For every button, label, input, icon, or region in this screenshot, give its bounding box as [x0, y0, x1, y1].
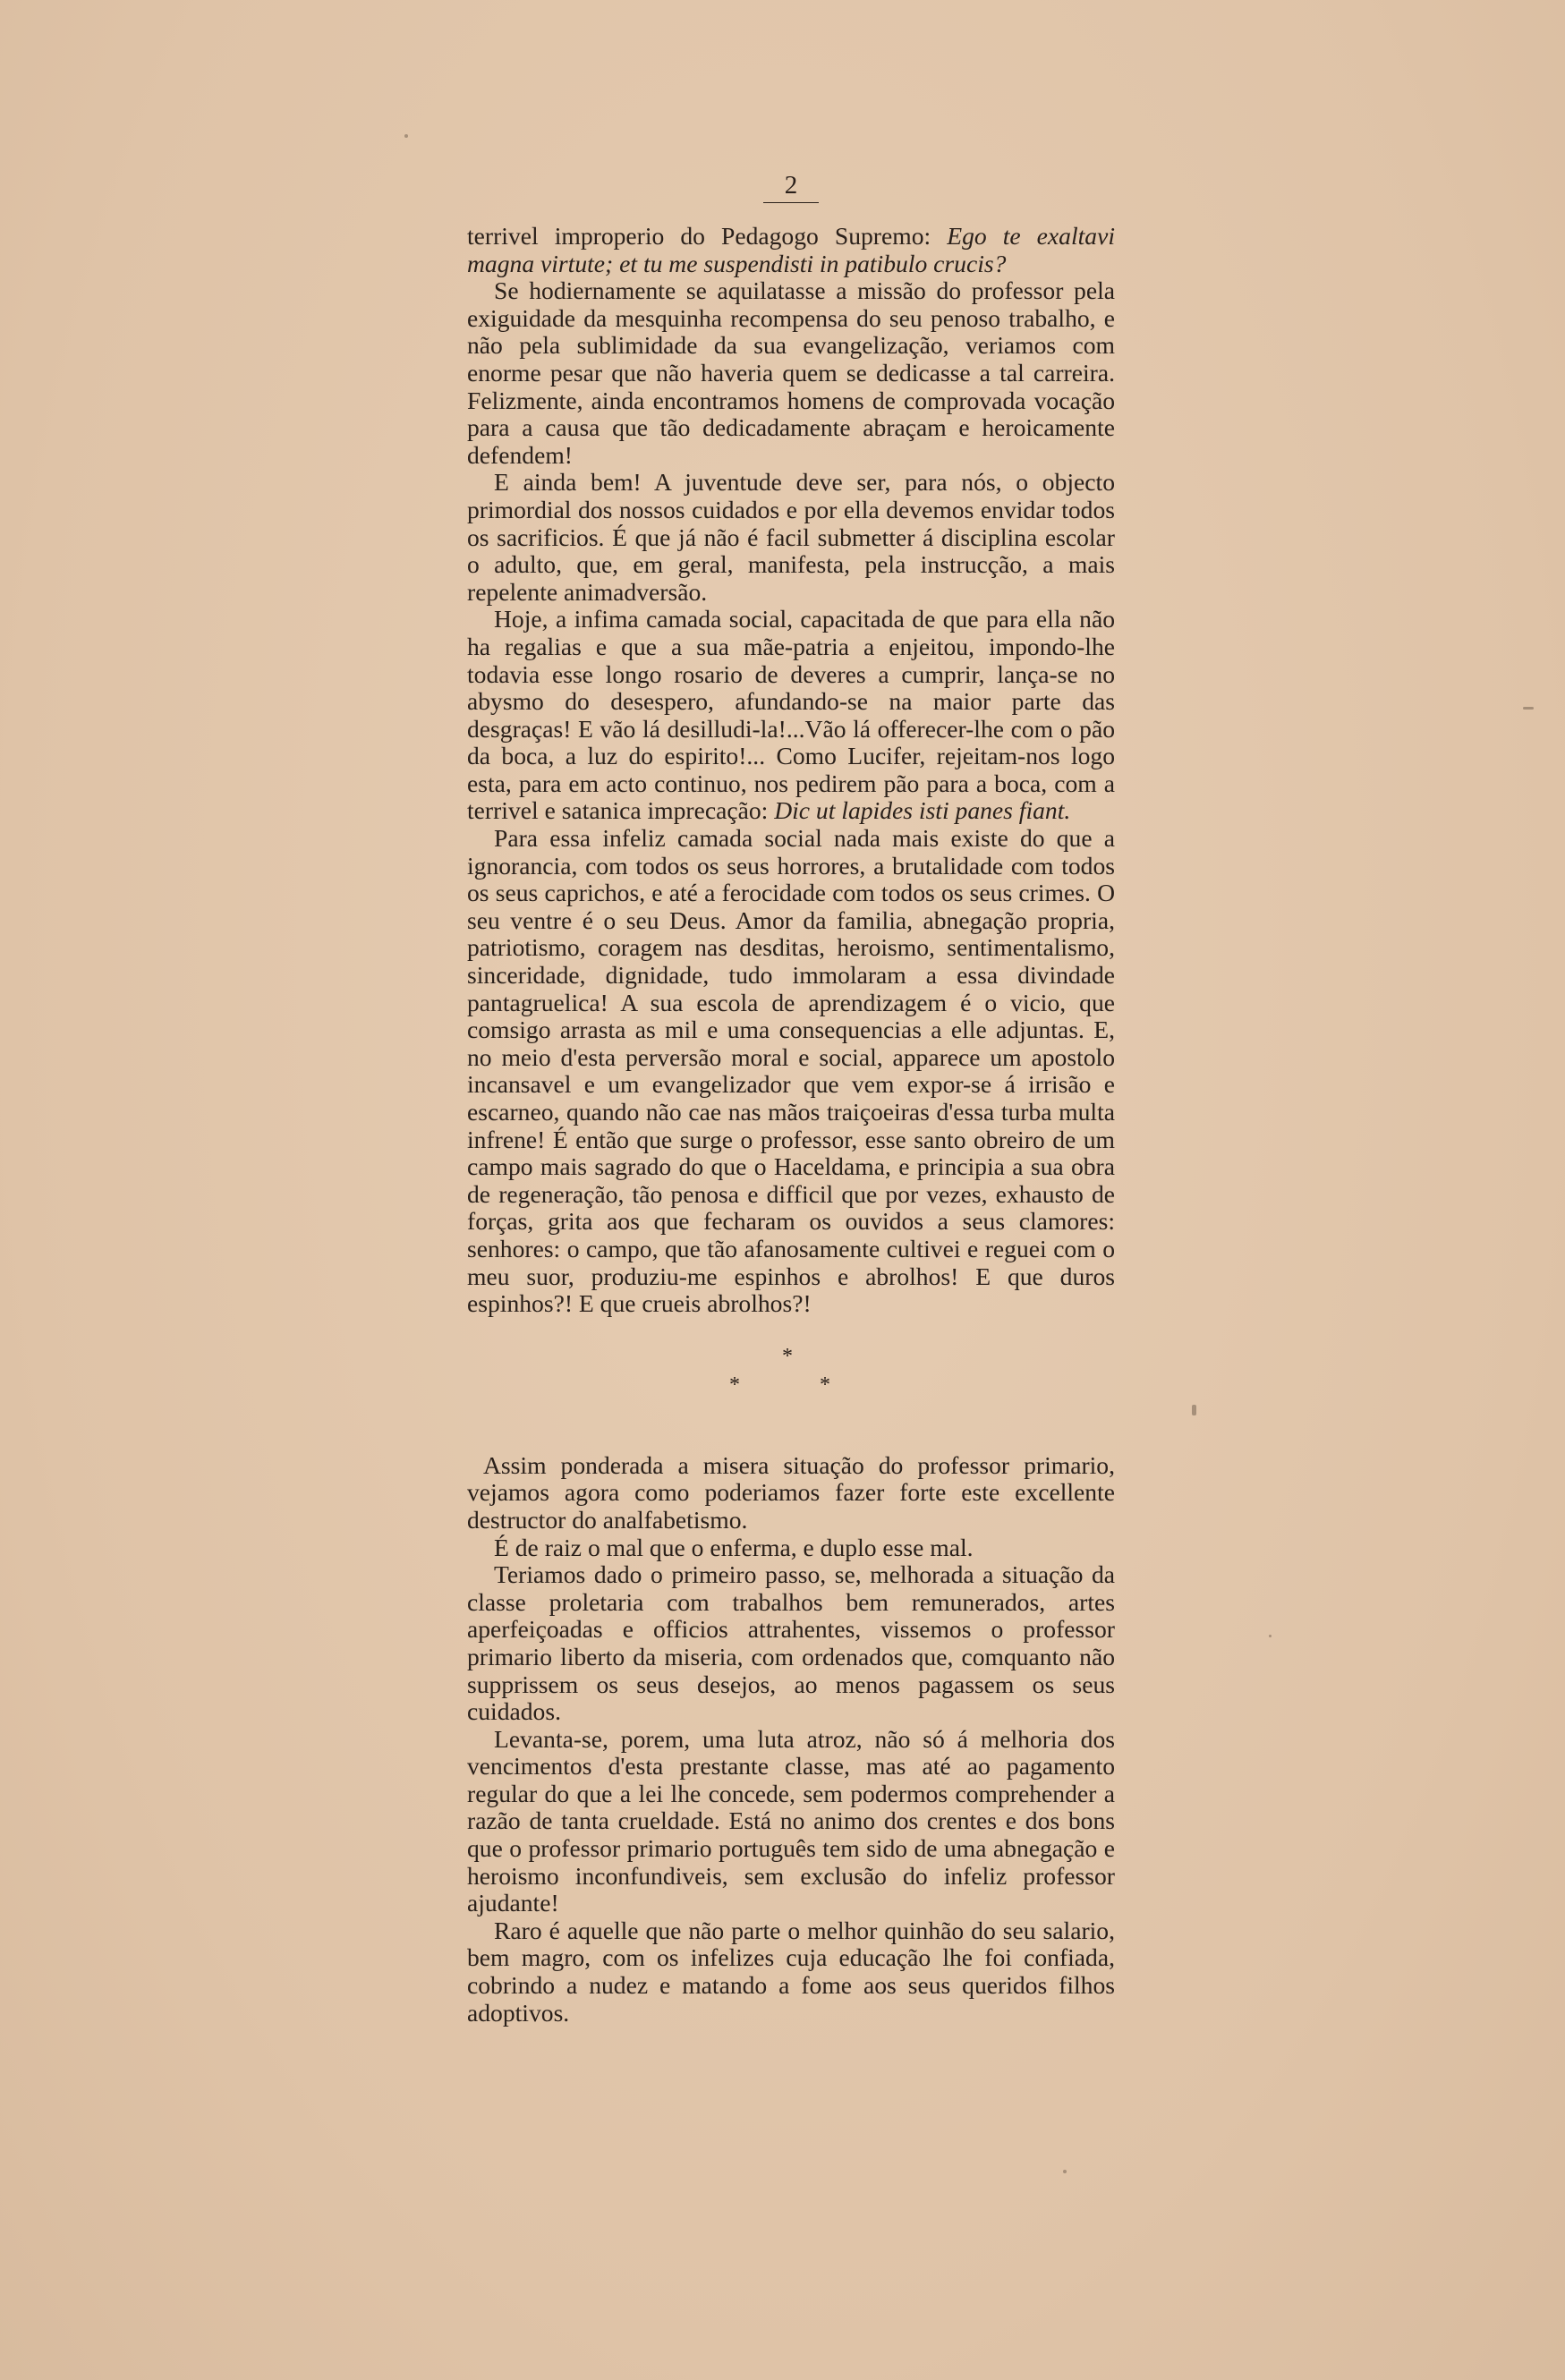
paper-speck: [1063, 2170, 1067, 2173]
page-number: 2: [784, 171, 798, 200]
page-number-rule: [763, 202, 819, 203]
paragraph: Levanta-se, porem, uma luta atroz, não só á melhoria dos vencimentos d'esta prestante classe, mas até ao pagamento regular do que a lei lhe concede, sem podermos comprehender a razão de tanta crueldade. Está no animo dos crentes e dos bons que o professor primario português tem sido de uma abnegação e heroismo inconfundiveis, sem exclusão do infeliz professor ajudante!: [467, 1724, 1115, 1917]
paragraph-text: Para essa infeliz camada social nada mais existe do que a ignorancia, com todos os seus horrores, a brutalidade com todos os seus caprichos, e até a ferocidade com todos os seus crimes. O seu ventre é o seu Deus. Amor da familia, abnegação propria, patriotismo, coragem nas desditas, heroismo, sentimentalismo, sinceridade, dignidade, tudo immolaram a essa divindade pantagruelica! A sua escola de aprendizagem é o vicio, que comsigo arrasta as mil e uma consequencias a elle adjuntas. E, no meio d'esta perversão moral e social, apparece um apostolo incansavel e um evangelizador que vem expor-se á irrisão e escarneo, quando não cae nas mãos traiçoeiras d'essa turba multa infrene! É então que surge o professor, esse santo obreiro de um campo mais sagrado do que o Haceldama, e principia a sua obra de regeneração, tão penosa e difficil que por vezes, exhausto de forças, grita aos que fecharam os ouvidos a seus clamores: senhores: o campo, que tão afanosamente cultivei e reguei com o meu suor, produziu-me espinhos e abrolhos! E que duros espinhos?! E que crueis abrolhos?!: [467, 824, 1115, 1318]
paragraph: [467, 825, 1115, 1318]
section-one: [467, 223, 1115, 1318]
paragraph: [467, 469, 1115, 606]
latin-quote: Dic ut lapides isti panes fiant.: [774, 796, 1071, 825]
paragraph-text: E ainda bem! A juventude deve ser, para nós, o objecto primordial dos nossos cuidados e por ella devemos envidar todos os sacrificios. É que já não é facil submetter á disciplina escolar o adulto, que, em geral, manifesta, pela instrucção, a mais repelente animadversão.: [467, 468, 1115, 606]
paper-speck: [1269, 1635, 1272, 1637]
paragraph: [467, 606, 1115, 825]
latin-quote: Ego te exaltavi magna virtute; et tu me suspendisti in patibulo crucis?: [467, 222, 1115, 277]
asterisk-left: *: [729, 1373, 740, 1397]
asterisk-top: *: [782, 1344, 793, 1368]
paragraph: [467, 277, 1115, 469]
paragraph: É de raiz o mal que o enferma, e duplo esse mal.: [494, 1533, 974, 1561]
paragraph-text: terrivel improperio do Pedagogo Supremo:: [467, 222, 948, 250]
paper-speck: [404, 134, 408, 138]
paragraph-text: Hoje, a infima camada social, capacitada de que para ella não ha regalias e que a sua mãe-patria a enjeitou, impondo-lhe todavia esse longo rosario de deveres a cumprir, lança-se no abysmo do desespero, afundando-se na maior parte das desgraças! E vão lá desilludi-la!...Vão lá offerecer-lhe com o pão da boca, a luz do espirito!... Como Lucifer, rejeitam-nos logo esta, para em acto continuo, nos pedirem pão para a boca, com a terrivel e satanica imprecação:: [467, 605, 1115, 825]
paragraph: [467, 223, 1115, 277]
document-page: [467, 170, 1115, 2027]
asterisk-right: *: [820, 1373, 830, 1397]
section-separator: [467, 1318, 1115, 1452]
paper-speck: [1192, 1405, 1196, 1415]
section-two: [467, 1452, 1115, 2027]
paragraph-text: Se hodiernamente se aquilatasse a missão do professor pela exiguidade da mesquinha recompensa do seu penoso trabalho, e não pela sublimidade da sua evangelização, veriamos com enorme pesar que não haveria quem se dedicasse a tal carreira. Felizmente, ainda encontramos homens de comprovada vocação para a causa que tão dedicadamente abraçam e heroicamente defendem!: [467, 276, 1115, 469]
paragraph: Raro é aquelle que não parte o melhor quinhão do seu salario, bem magro, com os infelizes cuja educação lhe foi confiada, cobrindo a nudez e matando a fome aos seus queridos filhos adoptivos.: [467, 1916, 1115, 2027]
paper-speck: [1523, 707, 1534, 710]
paragraph: Assim ponderada a misera situação do professor primario, vejamos agora como poderiamos fazer forte este excellente destructor do analfabetismo.: [467, 1450, 1115, 1534]
paragraph: Teriamos dado o primeiro passo, se, melhorada a situação da classe proletaria com trabalhos bem remunerados, artes aperfeiçoadas e officios attrahentes, vissemos o professor primario liberto da miseria, com ordenados que, comquanto não supprissem os seus desejos, ao menos pagassem os seus cuidados.: [467, 1560, 1115, 1726]
